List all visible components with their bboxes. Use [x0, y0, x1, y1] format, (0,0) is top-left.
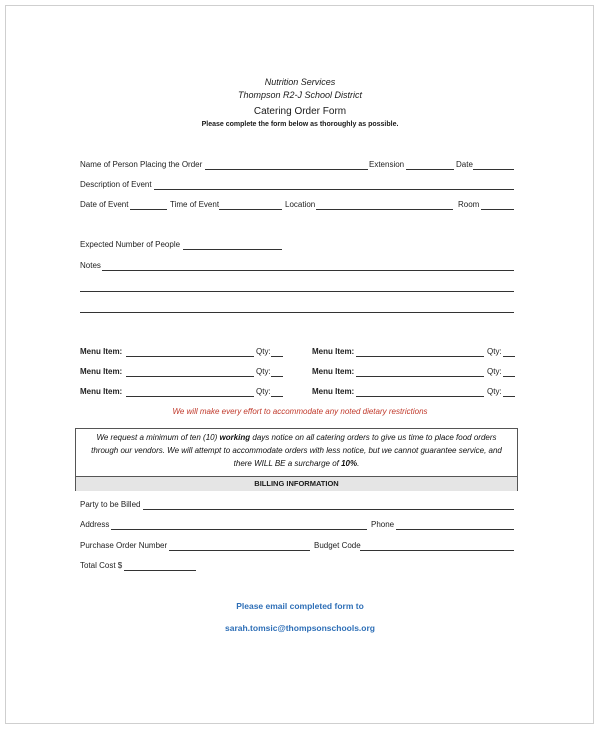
label-description: Description of Event	[80, 180, 152, 189]
field-phone[interactable]	[396, 529, 514, 530]
label-menu-item-3: Menu Item:	[80, 367, 123, 376]
field-room[interactable]	[481, 209, 514, 210]
label-total-cost: Total Cost $	[80, 561, 123, 570]
notice-line3-a: there WILL BE a surcharge of	[233, 459, 342, 468]
field-qty-1[interactable]	[271, 356, 283, 357]
field-name-person[interactable]	[205, 169, 368, 170]
field-po-number[interactable]	[169, 550, 310, 551]
field-extension[interactable]	[406, 169, 454, 170]
notice-line3-bold: 10%	[341, 459, 358, 468]
form-title: Catering Order Form	[253, 106, 347, 117]
field-description[interactable]	[154, 189, 514, 190]
field-time-event[interactable]	[219, 209, 282, 210]
label-date-event: Date of Event	[80, 200, 129, 209]
label-location: Location	[285, 200, 316, 209]
org-name: Nutrition Services	[264, 77, 336, 87]
label-qty-4: Qty:	[487, 367, 502, 376]
field-location[interactable]	[316, 209, 453, 210]
notice-line1-a: We request a minimum of ten (10)	[96, 433, 220, 442]
label-address: Address	[80, 520, 110, 529]
label-party-billed: Party to be Billed	[80, 500, 141, 509]
notice-line3-b: .	[357, 459, 360, 468]
label-extension: Extension	[369, 160, 405, 169]
notice-box	[75, 428, 518, 491]
email-prompt: Please email completed form to	[236, 601, 364, 611]
label-name-person: Name of Person Placing the Order	[80, 160, 203, 169]
label-po-number: Purchase Order Number	[80, 541, 168, 550]
label-qty-5: Qty:	[256, 387, 271, 396]
label-date: Date	[456, 160, 473, 169]
notice-line1-b: days notice on all catering orders to give us time to place food orders	[250, 433, 497, 442]
label-qty-6: Qty:	[487, 387, 502, 396]
field-address[interactable]	[111, 529, 367, 530]
field-budget-code[interactable]	[360, 550, 514, 551]
notice-line1-bold: working	[219, 433, 251, 442]
label-room: Room	[458, 200, 480, 209]
email-address[interactable]: sarah.tomsic@thompsonschools.org	[225, 623, 375, 633]
field-date[interactable]	[473, 169, 514, 170]
form-instruction: Please complete the form below as thoroughly as possible.	[201, 121, 399, 128]
label-menu-item-1: Menu Item:	[80, 347, 123, 356]
field-menu-item-2[interactable]	[356, 356, 484, 357]
notice-text	[76, 431, 517, 470]
label-qty-3: Qty:	[256, 367, 271, 376]
field-notes-line-1[interactable]	[102, 270, 514, 271]
notice-line2: through our vendors. We will attempt to accommodate orders with less notice, but we cannot guarantee service, and	[91, 446, 502, 455]
label-menu-item-4: Menu Item:	[312, 367, 355, 376]
label-expected-people: Expected Number of People	[80, 240, 181, 249]
field-qty-6[interactable]	[503, 396, 515, 397]
district-name: Thompson R2-J School District	[237, 90, 363, 100]
field-menu-item-3[interactable]	[126, 376, 254, 377]
label-menu-item-5: Menu Item:	[80, 387, 123, 396]
field-total-cost[interactable]	[124, 570, 196, 571]
field-menu-item-5[interactable]	[126, 396, 254, 397]
field-notes-line-2[interactable]	[80, 291, 514, 292]
label-menu-item-6: Menu Item:	[312, 387, 355, 396]
label-notes: Notes	[80, 261, 101, 270]
field-menu-item-6[interactable]	[356, 396, 484, 397]
label-menu-item-2: Menu Item:	[312, 347, 355, 356]
field-date-event[interactable]	[130, 209, 167, 210]
field-qty-4[interactable]	[503, 376, 515, 377]
field-qty-2[interactable]	[503, 356, 515, 357]
field-party-billed[interactable]	[143, 509, 514, 510]
field-qty-3[interactable]	[271, 376, 283, 377]
field-menu-item-4[interactable]	[356, 376, 484, 377]
label-qty-2: Qty:	[487, 347, 502, 356]
field-expected-people[interactable]	[183, 249, 282, 250]
field-menu-item-1[interactable]	[126, 356, 254, 357]
label-budget-code: Budget Code	[314, 541, 361, 550]
dietary-note: We will make every effort to accommodate any noted dietary restrictions	[172, 407, 428, 416]
field-notes-line-3[interactable]	[80, 312, 514, 313]
label-phone: Phone	[371, 520, 395, 529]
label-time-event: Time of Event	[170, 200, 220, 209]
label-qty-1: Qty:	[256, 347, 271, 356]
billing-heading: BILLING INFORMATION	[76, 476, 517, 491]
field-qty-5[interactable]	[271, 396, 283, 397]
